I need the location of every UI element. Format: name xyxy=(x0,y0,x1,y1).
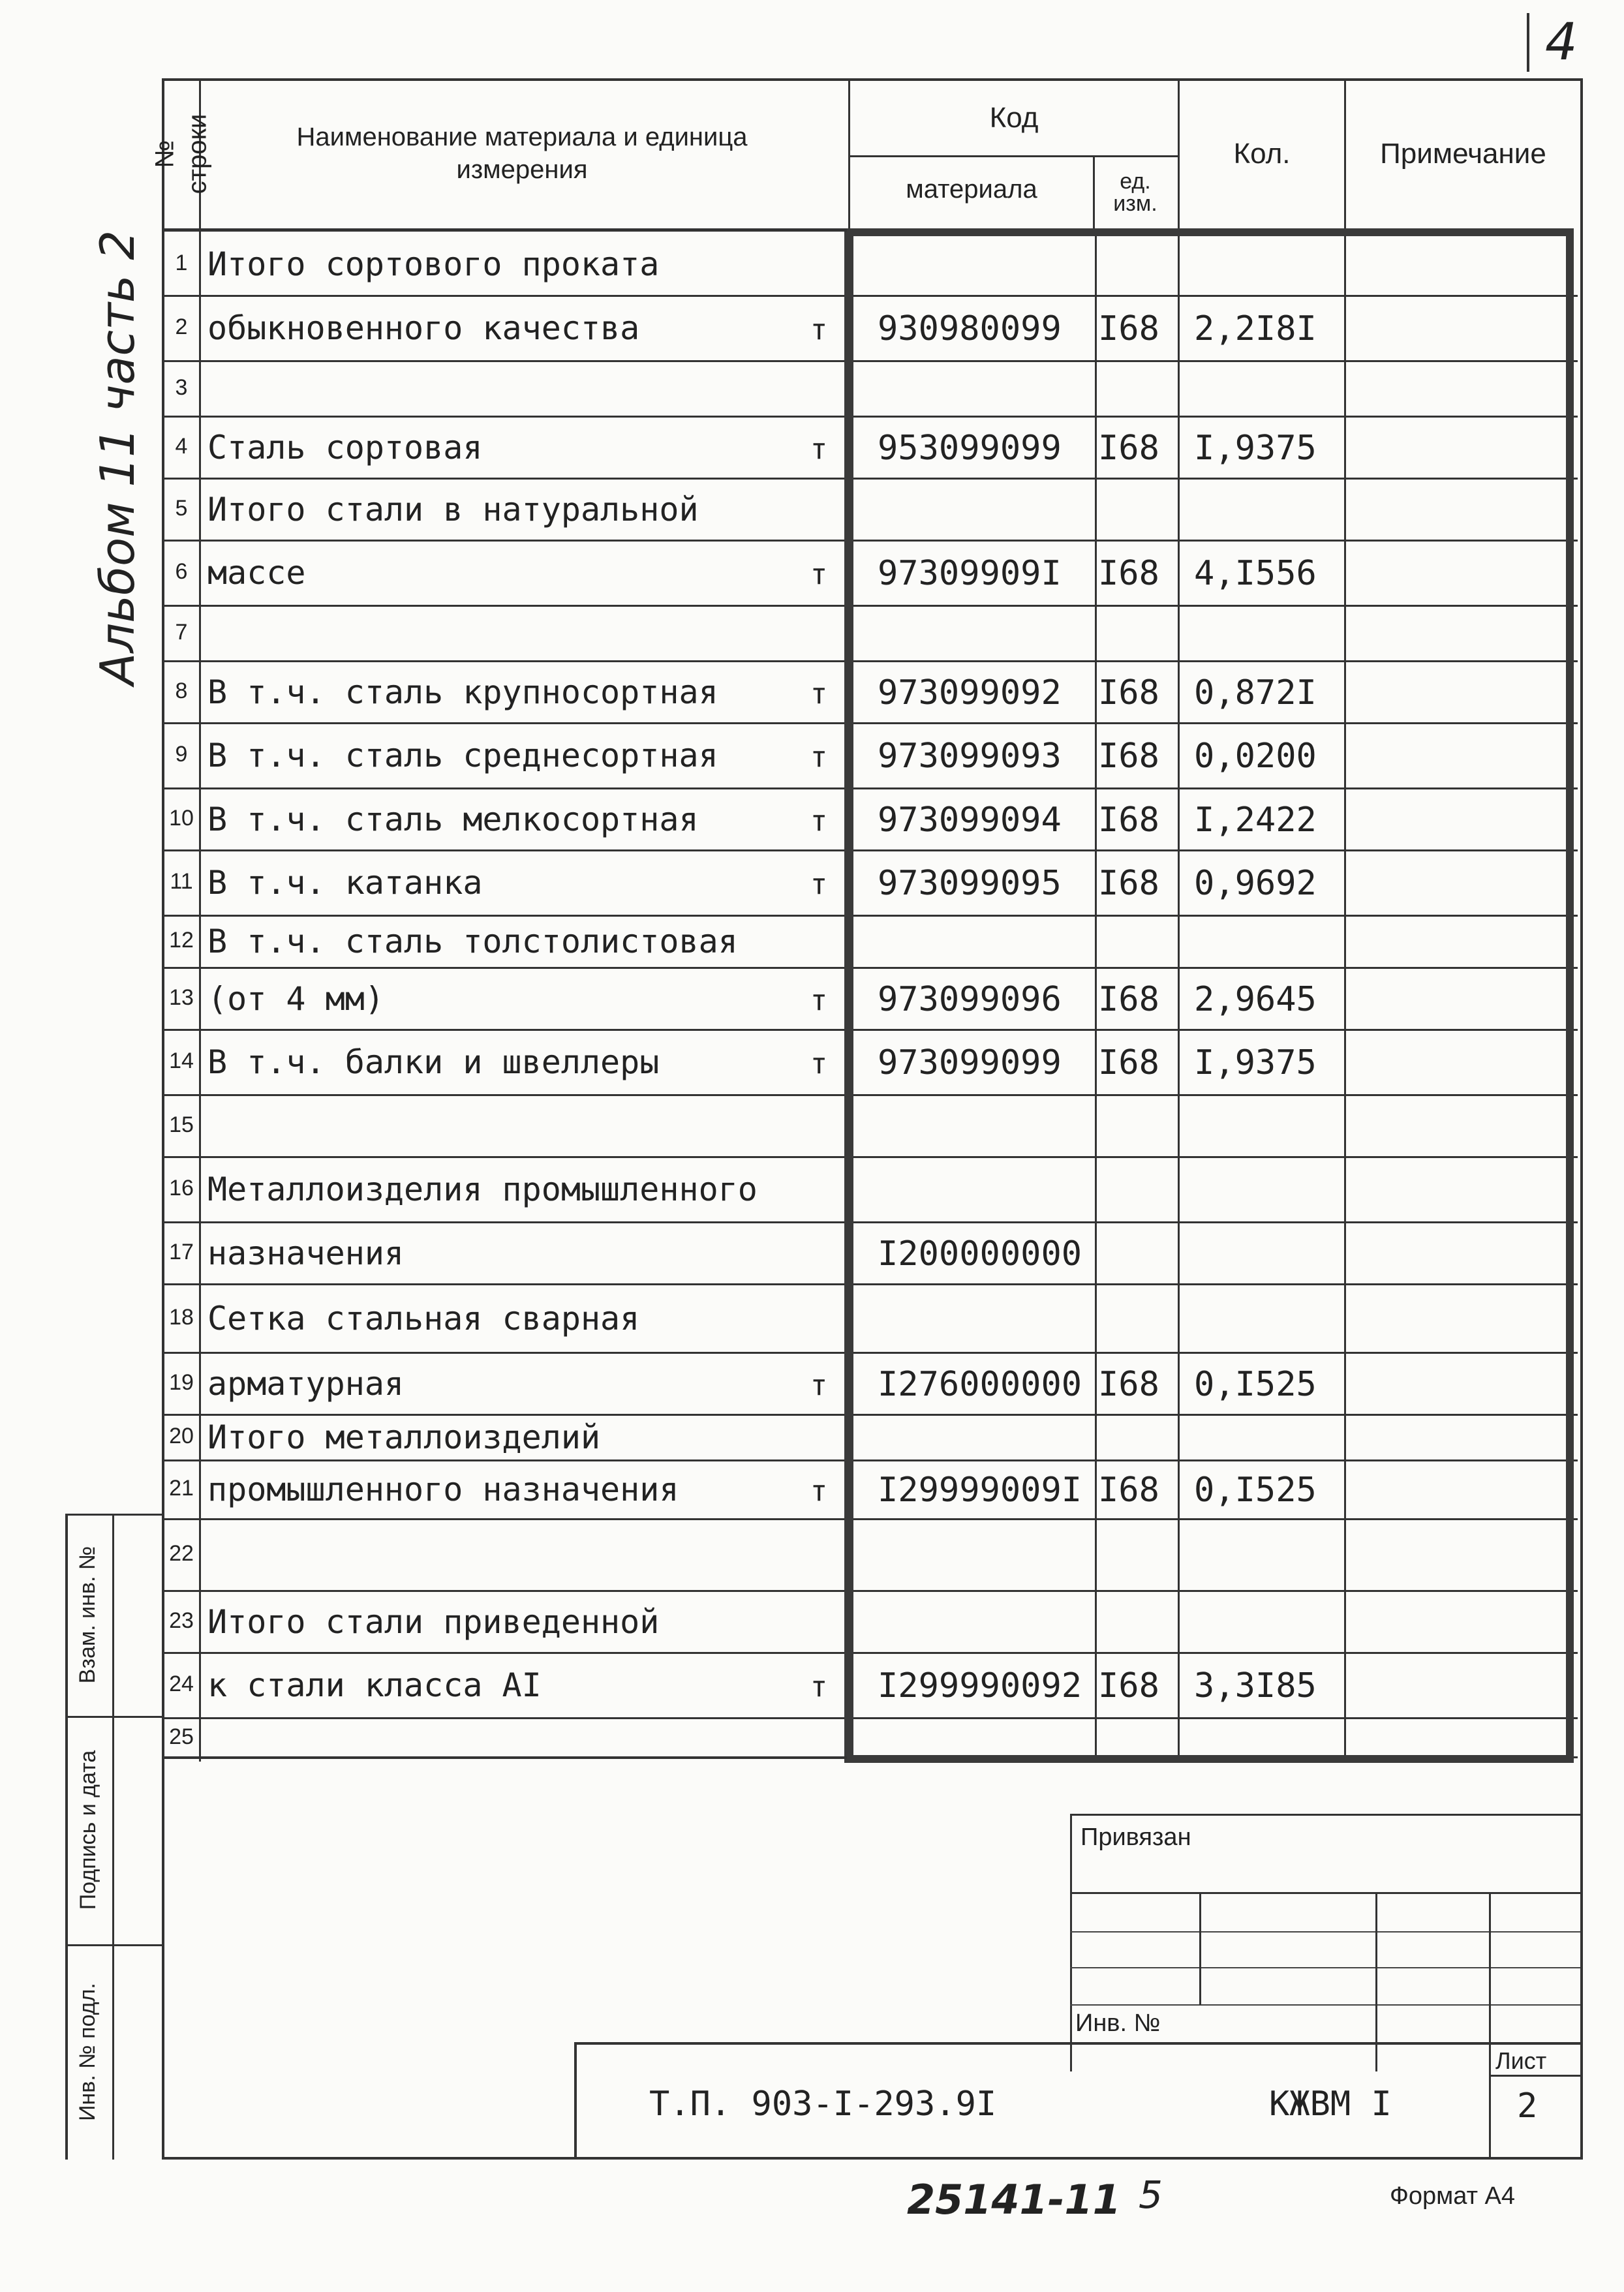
material-name: арматурная xyxy=(207,1364,405,1403)
row-number: 1 xyxy=(175,250,188,275)
handwritten-registration: 25141-11 xyxy=(907,2176,1121,2223)
material-code: 953099099 xyxy=(878,428,1062,468)
material-code: 973099096 xyxy=(878,979,1062,1019)
quantity: I,2422 xyxy=(1194,800,1317,840)
unit-code: I68 xyxy=(1098,428,1159,468)
sheet-label: Лист xyxy=(1495,2047,1547,2074)
row-number: 21 xyxy=(169,1476,194,1501)
material-code: 973099095 xyxy=(878,864,1062,903)
corner-number: 4 xyxy=(1545,13,1578,72)
sheet-number: 2 xyxy=(1517,2086,1538,2126)
row-number: 2 xyxy=(175,314,188,339)
material-name: Сталь сортовая xyxy=(207,428,483,466)
quantity: 0,0200 xyxy=(1194,737,1317,776)
header-qty: Кол. xyxy=(1233,137,1291,170)
material-code: 973099093 xyxy=(878,737,1062,776)
row-number: 6 xyxy=(175,559,188,584)
material-name: (от 4 мм) xyxy=(207,979,384,1018)
material-name: Итого стали приведенной xyxy=(207,1602,660,1641)
material-unit: т xyxy=(810,1670,828,1704)
quantity: 3,3I85 xyxy=(1194,1666,1317,1705)
unit-code: I68 xyxy=(1098,1666,1159,1705)
table-row xyxy=(162,542,1578,607)
row-number: 19 xyxy=(169,1369,194,1395)
column-divider xyxy=(1095,234,1097,1757)
material-name: В т.ч. сталь мелкосортная xyxy=(207,800,699,838)
row-number: 18 xyxy=(169,1304,194,1330)
unit-code: I68 xyxy=(1098,554,1159,593)
material-name: массе xyxy=(207,554,306,592)
material-unit: т xyxy=(810,432,828,466)
header-name: Наименование материала и единица измерения xyxy=(296,123,748,184)
quantity: 0,9692 xyxy=(1194,864,1317,903)
row-number: 7 xyxy=(175,619,188,645)
material-name: Сетка стальная сварная xyxy=(207,1299,640,1337)
row-number: 5 xyxy=(175,495,188,521)
handwritten-page-number: 5 xyxy=(1139,2173,1163,2217)
inv-no-label: Инв. № xyxy=(1075,2009,1161,2037)
row-number: 4 xyxy=(175,433,188,459)
quantity: 4,I556 xyxy=(1194,554,1317,593)
unit-code: I68 xyxy=(1098,864,1159,903)
material-name: В т.ч. балки и швеллеры xyxy=(207,1043,660,1081)
material-name: обыкновенного качества xyxy=(207,309,640,347)
material-name: Итого металлоизделий xyxy=(207,1418,601,1456)
quantity: I,9375 xyxy=(1194,1043,1317,1082)
column-divider xyxy=(1178,234,1180,1757)
document-mark: КЖВМ I xyxy=(1269,2085,1392,2124)
header-row-no: № строки xyxy=(150,114,212,194)
material-unit: т xyxy=(810,868,828,901)
row-number: 3 xyxy=(175,374,188,400)
material-name: к стали класса AI xyxy=(207,1666,542,1704)
header-code: Код xyxy=(989,101,1039,134)
row-number: 8 xyxy=(175,678,188,703)
material-code: I200000000 xyxy=(878,1234,1082,1274)
material-unit: т xyxy=(810,1475,828,1508)
material-code: 973099092 xyxy=(878,673,1062,712)
document-code: Т.П. 903-I-293.9I xyxy=(649,2085,997,2124)
quantity: 0,I525 xyxy=(1194,1471,1317,1510)
material-name: Итого сортового проката xyxy=(207,245,660,283)
material-unit: т xyxy=(810,983,828,1017)
unit-code: I68 xyxy=(1098,673,1159,712)
inv-podl-label: Инв. № подл. xyxy=(75,1983,100,2121)
quantity: 0,872I xyxy=(1194,673,1317,712)
row-number: 11 xyxy=(170,869,193,894)
row-number: 16 xyxy=(169,1176,194,1200)
row-number: 15 xyxy=(169,1112,194,1137)
quantity: 2,2I8I xyxy=(1194,309,1317,348)
material-name: Металлоизделия промышленного xyxy=(207,1170,758,1208)
material-code: 973099094 xyxy=(878,800,1062,840)
row-number: 12 xyxy=(169,928,194,953)
unit-code: I68 xyxy=(1098,979,1159,1019)
column-divider xyxy=(1344,234,1346,1757)
podpis-data-label: Подпись и дата xyxy=(76,1750,100,1910)
corner-divider xyxy=(1527,13,1529,72)
unit-code: I68 xyxy=(1098,1043,1159,1082)
row-number: 10 xyxy=(169,805,194,831)
unit-code: I68 xyxy=(1098,309,1159,348)
material-name: промышленного назначения xyxy=(207,1471,679,1508)
header-note: Примечание xyxy=(1380,137,1546,170)
format-label: Формат А4 xyxy=(1390,2182,1516,2210)
table-row xyxy=(162,1520,1578,1592)
material-code: 97309909I xyxy=(878,554,1062,593)
material-code: I276000000 xyxy=(878,1364,1082,1404)
row-number: 17 xyxy=(169,1239,194,1264)
material-unit: т xyxy=(810,1047,828,1080)
quantity: I,9375 xyxy=(1194,428,1317,468)
quantity: 2,9645 xyxy=(1194,979,1317,1019)
material-name: Итого стали в натуральной xyxy=(207,490,699,528)
material-unit: т xyxy=(810,1368,828,1402)
row-number: 24 xyxy=(169,1672,194,1696)
row-number: 13 xyxy=(169,985,194,1010)
row-number: 22 xyxy=(169,1541,194,1566)
material-name: В т.ч. сталь крупносортная xyxy=(207,673,718,711)
material-unit: т xyxy=(810,677,828,711)
material-code: I299990092 xyxy=(878,1666,1082,1705)
unit-code: I68 xyxy=(1098,1364,1159,1404)
quantity: 0,I525 xyxy=(1194,1364,1317,1404)
material-unit: т xyxy=(810,313,828,346)
row-number: 14 xyxy=(169,1048,194,1073)
row-number: 25 xyxy=(169,1724,194,1749)
material-name: В т.ч. сталь среднесортная xyxy=(207,737,718,774)
table-row xyxy=(162,362,1578,418)
table-row xyxy=(162,1096,1578,1158)
material-unit: т xyxy=(810,741,828,774)
vzam-inv-label: Взам. инв. № xyxy=(75,1546,100,1684)
header-unit-code: ед. изм. xyxy=(1113,169,1157,216)
material-code: 930980099 xyxy=(878,309,1062,348)
material-unit: т xyxy=(810,804,828,838)
row-number: 9 xyxy=(175,742,188,767)
unit-code: I68 xyxy=(1098,1471,1159,1510)
unit-code: I68 xyxy=(1098,737,1159,776)
table-row xyxy=(162,607,1578,662)
unit-code: I68 xyxy=(1098,800,1159,840)
material-name: В т.ч. катанка xyxy=(207,864,483,902)
row-number: 23 xyxy=(169,1608,194,1633)
privyazan-label: Привязан xyxy=(1080,1824,1191,1851)
table-row xyxy=(162,1719,1578,1758)
row-number: 20 xyxy=(169,1424,194,1448)
header-material: материала xyxy=(906,175,1037,204)
material-code: I29999009I xyxy=(878,1471,1082,1510)
album-label: Альбом 11 часть 2 xyxy=(90,230,145,685)
material-unit: т xyxy=(810,558,828,591)
material-name: В т.ч. сталь толстолистовая xyxy=(207,923,738,960)
material-name: назначения xyxy=(207,1234,405,1272)
material-code: 973099099 xyxy=(878,1043,1062,1082)
